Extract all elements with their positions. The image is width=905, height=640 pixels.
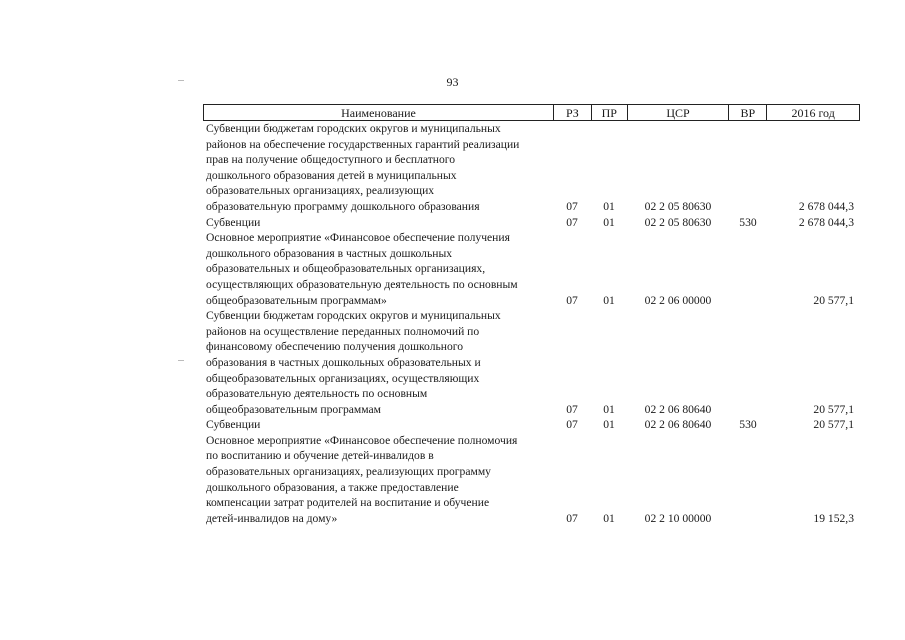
row-pr: 01 bbox=[603, 215, 615, 229]
row-pr: 01 bbox=[603, 293, 615, 307]
table-body bbox=[203, 121, 860, 526]
table-row bbox=[203, 215, 860, 231]
table-row bbox=[203, 308, 860, 417]
row-pr: 01 bbox=[603, 511, 615, 525]
page-number: 93 bbox=[446, 75, 459, 89]
row-pr: 01 bbox=[603, 418, 615, 432]
row-csr: 02 2 10 00000 bbox=[644, 511, 712, 525]
table-row bbox=[203, 433, 860, 527]
table-header bbox=[203, 104, 860, 121]
row-csr: 02 2 06 00000 bbox=[644, 293, 712, 307]
row-rz: 07 bbox=[566, 511, 578, 525]
row-amount: 19 152,3 bbox=[813, 511, 854, 525]
header-rz: РЗ bbox=[553, 105, 591, 120]
table-row bbox=[203, 121, 860, 215]
row-rz: 07 bbox=[566, 293, 578, 307]
header-csr: ЦСР bbox=[627, 105, 729, 120]
row-csr: 02 2 05 80630 bbox=[644, 215, 712, 229]
header-year: 2016 год bbox=[766, 105, 859, 120]
header-vr: ВР bbox=[728, 105, 766, 120]
row-rz: 07 bbox=[566, 215, 578, 229]
row-amount: 20 577,1 bbox=[813, 293, 854, 307]
row-name: Основное мероприятие «Финансовое обеспечение получения дошкольного образования в частных дошкольных образовательных и общеобразовательных организациях, осуществляющих образовательную деятельность по основным общеобразовательным программам» bbox=[206, 231, 518, 307]
row-amount: 20 577,1 bbox=[813, 402, 854, 416]
header-name: Наименование bbox=[341, 106, 416, 120]
row-name: Субвенции bbox=[206, 418, 261, 432]
row-pr: 01 bbox=[603, 199, 615, 213]
scan-mark bbox=[178, 360, 184, 361]
row-csr: 02 2 05 80630 bbox=[644, 199, 712, 213]
budget-table bbox=[203, 104, 860, 526]
row-name: Субвенции бюджетам городских округов и муниципальных районов на осуществление переданных полномочий по финансовому обеспечению получения дошкольного образования в частных дошкольных образовательных и общеобразовательных организациях, осуществляющих образовательную деятельность по основным общеобразовательным программам bbox=[206, 309, 501, 416]
row-rz: 07 bbox=[566, 199, 578, 213]
row-name: Субвенции бюджетам городских округов и муниципальных районов на обеспечение государственных гарантий реализации прав на получение общедоступного и бесплатного дошкольного образования детей в муниципальных образовательных организациях, реализующих образовательную программу дошкольного образования bbox=[206, 122, 520, 213]
row-amount: 2 678 044,3 bbox=[798, 199, 854, 213]
row-amount: 2 678 044,3 bbox=[798, 215, 854, 229]
row-name: Основное мероприятие «Финансовое обеспечение полномочия по воспитанию и обучение детей-инвалидов в образовательных организациях, реализующих программу дошкольного образования, а также предоставление компенсации затрат родителей на воспитание и обучение детей-инвалидов на дому» bbox=[206, 433, 518, 525]
row-rz: 07 bbox=[566, 418, 578, 432]
row-rz: 07 bbox=[566, 402, 578, 416]
header-pr: ПР bbox=[591, 105, 627, 120]
row-vr: 530 bbox=[739, 418, 757, 432]
row-vr: 530 bbox=[739, 215, 757, 229]
row-csr: 02 2 06 80640 bbox=[644, 402, 712, 416]
row-amount: 20 577,1 bbox=[813, 418, 854, 432]
row-csr: 02 2 06 80640 bbox=[644, 418, 712, 432]
table-row bbox=[203, 230, 860, 308]
row-name: Субвенции bbox=[206, 215, 261, 229]
table-row bbox=[203, 417, 860, 433]
scan-mark bbox=[178, 80, 184, 81]
row-pr: 01 bbox=[603, 402, 615, 416]
